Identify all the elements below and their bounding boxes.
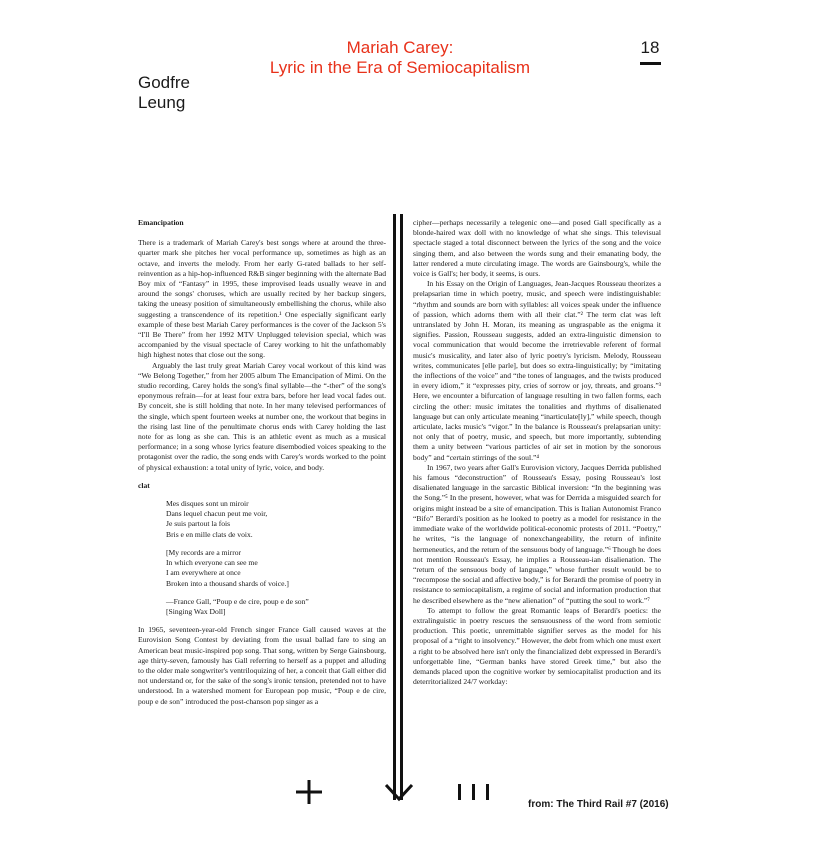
subheading: clat <box>138 480 150 490</box>
poem-line: Mes disques sont un miroir <box>166 499 249 509</box>
paragraph: There is a trademark of Mariah Carey's best songs where at around the three-quarter mark she pitches her vocal performance up, sometimes as high as an octave, and inverts the melody. From her early G-rated ballads to her self-reinvention as a hip-hop-influenced R&B singer beginning with the alternate Bad Boy mix of “Fantasy” in 1995, these improvised leads usually weave in and around the songs' choruses, which are usually recited by her backup singers, taking the uneasy position of simultaneously embellishing the chorus, while also suggesting a transcendence of its repetition.¹ One especially significant early example of these best Mariah Carey performances is the cover of the Jackson 5's “I'll Be There” from her 1992 MTV Unplugged television special, which was accompanied by the visual spectacle of Carey working to hit the unfathomably high highest notes that close out the song. <box>138 238 386 360</box>
left-column <box>138 218 386 707</box>
bars-icon[interactable] <box>456 780 492 804</box>
paragraph: In 1967, two years after Gall's Eurovision victory, Jacques Derrida published his famous “deconstruction” of Rousseau's Essay, posing Rousseau's lost disalienated language in the sarcastic Biblical inversion: “In the beginning was the Song.”⁵ In the present, however, what was for Derrida a misguided search for origins might instead be a site of emancipation. This is Italian Autonomist Franco “Bifo” Berardi's position as he looked to poetry as a model for resistance in the immediate wake of the worldwide political-economic protests of 2011. “Poetry,” he writes, “is the language of nonexchangeability, the return of infinite hermeneutics, and the return of the sensuous body of language.”⁶ Though he does not mention Rousseau's Essay, he implies a Rousseau-ian disalienation. The “return of the sensuous body of language,” whose further result would be to “recompose the social and affective body,” is for Berardi the promise of poetry in resistance to semiocapitalism, a regime of social and information production that he described elsewhere as the “new alienation” of “putting the soul to work.”⁷ <box>413 462 661 605</box>
column-divider <box>400 214 403 800</box>
paragraph: In his Essay on the Origin of Languages, Jean-Jacques Rousseau theorizes a prelapsarian time in which poetry, music, and speech were indistinguishable: “rhythm and sounds are born with syllables: all voices speak under the influence of passion, which adorns them with all their clat.”² The term clat was left untranslated by John H. Moran, its meaning as ungraspable as the enigma it signifies. Passion, Rousseau suggests, added an extra-linguistic dimension to vocal communication that would become the irretrievable referent of formal music's musicality, and later also of lyric poetry's lyricism. Melody, Rousseau writes, communicates [elle parle], but does so extra-linguistically; by “imitating the inflections of the voice” and “the tones of languages, and the twists produced in every idiom,” it “expresses pity, cries of sorrow or joy, threats, and groans.”³ Here, we encounter a bifurcation of language resulting in two fallen forms, each circling the other: music imitates the tonalities and rhythms of disalienated language but can only articulate meaning “inarticulate[ly],” while speech, though articulate, lacks music's “vigor.” In the balance is Rousseau's prelapsarian unity: not only that of poetry, music, and speech, but more importantly, subtending them a unity between “various particles of air set in motion by the sonorous body” and “certain stirrings of the soul.”⁴ <box>413 279 661 462</box>
author-line-2: Leung <box>138 93 186 112</box>
author-line-1: Godfre <box>138 73 190 92</box>
page-number-underline <box>640 62 661 65</box>
title-line-2: Lyric in the Era of Semiocapitalism <box>269 58 531 77</box>
paragraph: In 1965, seventeen-year-old French singer France Gall caused waves at the Eurovision Song Contest by deviating from the usual ballad fare to sing an American beat music-inspired pop song. That song, written by Serge Gainsbourg, age thirty-seven, famously has Gall referring to herself as a puppet and alluding to the older male songwriter's ventriloquizing of her, a conceit that Gall either did not understand or, for the sake of the song's ironic tension, pretended not to have understood. In a watershed moment for European pop music, “Poup e de cire, poup e de son” introduced the post-chanson pop singer as a <box>138 625 386 706</box>
paragraph: To attempt to follow the great Romantic leaps of Berardi's poetics: the extralinguistic in poetry rescues the sensuousness of the word from semiotic production. This poetic, unremittable signifier serves as the model for his proposal of a “right to insolvency.” However, the debt from which one must exert a right to be absolved here isn't only the financialized debt expressed in Berardi's unforgettable line, “German banks have stored Greek time,” but also the demands placed upon the cognitive worker by semiocapitalist production and its deterritorialized 24/7 workday: <box>413 605 661 687</box>
right-column <box>413 218 661 687</box>
paragraph: cipher—perhaps necessarily a telegenic one—and posed Gall specifically as a blonde-haired wax doll with no knowledge of what she sings. This televisual spectacle staged a total disconnect between the lyrics of the song and the voice singing them, and also between the words sung and their emanating body, the latter rendered a mute circulating image. The words are Gainsbourg's, while the voice is Gall's; her body, it seems, is ours. <box>413 218 661 279</box>
article-title <box>200 38 600 78</box>
section-heading: Emancipation <box>138 218 184 227</box>
paragraph: Arguably the last truly great Mariah Carey vocal workout of this kind was “We Belong Together,” from her 2005 album The Emancipation of Mimi. On the studio recording, Carey holds the song's final syllable—the “-ther” of the song's eponymous refrain—for at least four extra bars, before her lead vocal fades out. By conceit, she is still holding that note. In her many televised performances of the single, which spent fourteen weeks at number one, the workout that begins in the rising last line of the penultimate chorus ends with Carey holding the last note for as long as she can. This is an athletic event as much as a musical performance; in a song whose lyrics feature disembodied voices speaking to the protagonist over the radio, the song ends with Carey's words worked to the point of physical exhaustion: a total unity of lyric, voice, and body. <box>138 360 386 472</box>
poem-attribution <box>166 597 386 617</box>
attribution-line: [Singing Wax Doll] <box>166 606 226 616</box>
poem-line: [My records are a mirror <box>166 547 242 557</box>
poem-line: Dans lequel chacun peut me voir, <box>166 509 268 519</box>
poem-line: In which everyone can see me <box>166 558 258 568</box>
attribution-line: —France Gall, “Poup e de cire, poup e de son” <box>166 596 309 606</box>
poem-line: Broken into a thousand shards of voice.] <box>166 578 289 588</box>
poem-french <box>166 499 386 540</box>
chevron-down-icon[interactable] <box>384 780 414 804</box>
plus-icon[interactable] <box>296 780 322 804</box>
poem-line: Je suis partout la fois <box>166 519 231 529</box>
column-divider <box>393 214 396 800</box>
page-number: 18 <box>640 38 660 57</box>
poem-english <box>166 548 386 589</box>
title-line-1: Mariah Carey: <box>346 38 454 57</box>
poem-line: I am everywhere at once <box>166 568 241 578</box>
source-caption: from: The Third Rail #7 (2016) <box>528 799 669 810</box>
poem-line: Bris e en mille clats de voix. <box>166 529 253 539</box>
author-name <box>138 73 190 113</box>
